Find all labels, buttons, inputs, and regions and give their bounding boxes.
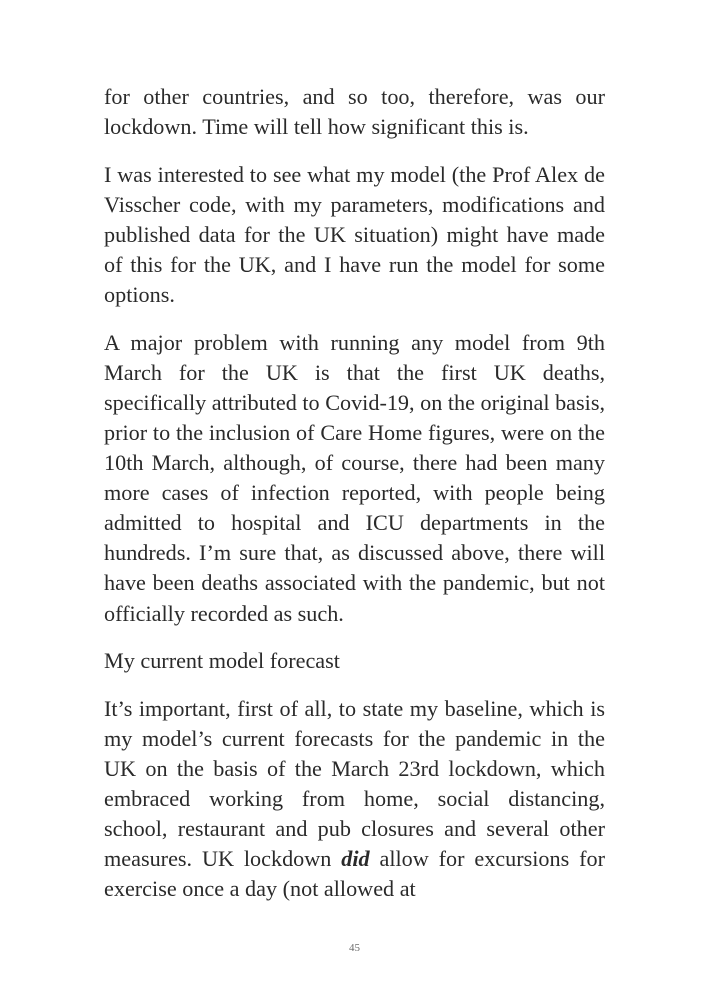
emphasized-word: did — [341, 846, 370, 872]
paragraph-baseline — [104, 694, 605, 905]
baseline-text-start: It’s important, first of all, to state my baseline, which is my model’s current forecasts for the pandemic in the UK on the basis of the March 23rd lockdown, which embraced working from home, social distancing, school, restaurant and pub closures and several other measures. UK lockdown — [104, 695, 605, 872]
section-heading: My current model forecast — [104, 648, 340, 674]
paragraph-model-interest: I was interested to see what my model (the Prof Alex de Visscher code, with my parameters, modifications and published data for the UK situation) might have made of this for the UK, and I have run the model for some options. — [104, 161, 605, 308]
page-body — [104, 82, 605, 922]
baseline-text-end: allow for excursions for exercise once a day (not allowed at — [104, 846, 605, 902]
paragraph-modelling-problem: A major problem with running any model from 9th March for the UK is that the first UK deaths, specifically attributed to Covid-19, on the original basis, prior to the inclusion of Care Home figures, were on the 10th March, although, of course, there had been many more cases of infection reported, with people being admitted to hospital and ICU departments in the hundreds. I’m sure that, as discussed above, there will have been deaths associated with the pandemic, but not officially recorded as such. — [104, 329, 605, 626]
page-number: 45 — [349, 942, 360, 954]
paragraph-lockdown-significance: for other countries, and so too, therefore, was our lockdown. Time will tell how significant this is. — [104, 84, 605, 140]
